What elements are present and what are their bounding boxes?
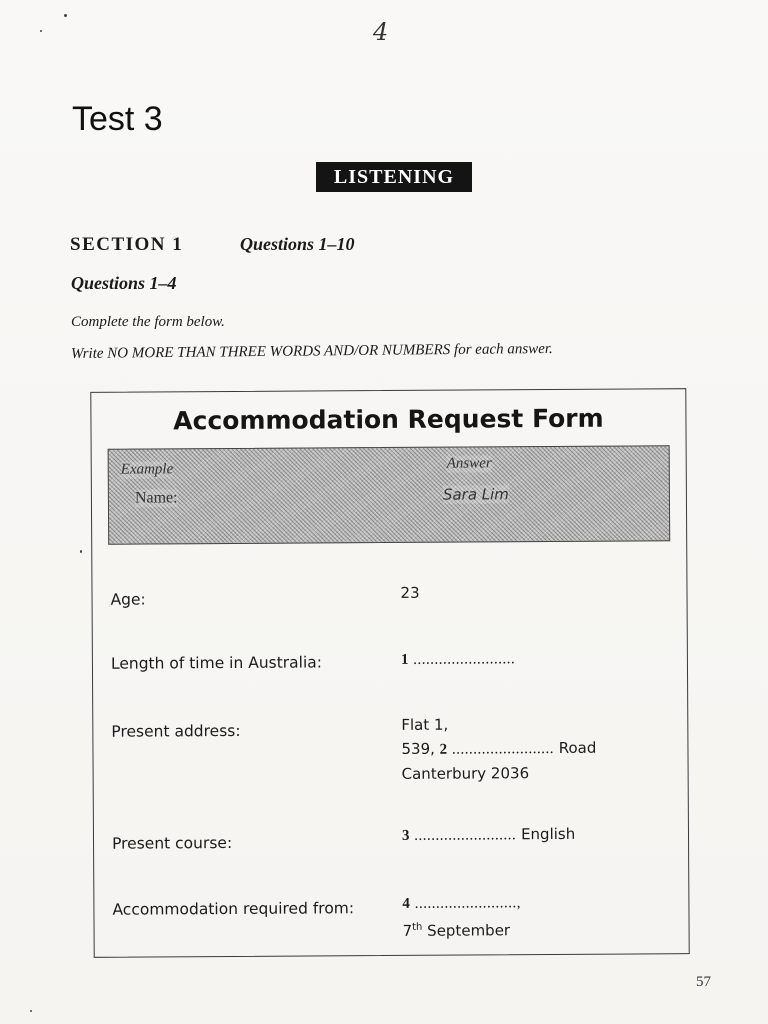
present-course-label: Present course: — [111, 833, 233, 853]
instruction-caps: NO MORE THAN THREE WORDS AND/OR NUMBERS — [107, 342, 451, 362]
accommodation-required-label: Accommodation required from: — [112, 899, 355, 919]
test-title: Test 3 — [72, 100, 163, 138]
accommodation-form — [90, 388, 689, 958]
example-field-value: Sara Lim — [442, 485, 509, 504]
course-suffix: English — [516, 824, 576, 844]
question-4-blank[interactable]: ........................, — [414, 895, 521, 912]
answer-label: Answer — [446, 455, 492, 472]
address-number: 539, — [401, 739, 440, 758]
present-address-value — [401, 712, 596, 786]
address-line-1: Flat 1, — [401, 715, 449, 734]
address-line-2[interactable] — [401, 736, 596, 762]
example-label: Example — [120, 461, 174, 478]
question-3-answer[interactable] — [402, 822, 575, 848]
question-1-answer[interactable] — [401, 646, 515, 672]
instruction-suffix: for each answer. — [450, 340, 553, 359]
question-1-blank[interactable]: ........................ — [413, 651, 516, 668]
section-label: SECTION 1 — [70, 234, 184, 255]
scan-speck — [40, 30, 42, 32]
age-label: Age: — [110, 590, 146, 609]
question-4-line[interactable] — [402, 890, 521, 916]
example-panel — [108, 445, 671, 544]
question-4-number: 4 — [402, 895, 410, 912]
present-address-label: Present address: — [111, 721, 241, 741]
instruction-prefix: Write — [70, 345, 108, 362]
question-1-number: 1 — [400, 651, 409, 668]
address-road: Road — [553, 738, 597, 757]
question-4-answer[interactable] — [402, 890, 521, 943]
handwritten-page-number: 4 — [373, 18, 389, 46]
question-2-number: 2 — [439, 741, 448, 758]
example-field-label: Name: — [134, 489, 178, 507]
date-month: September — [422, 921, 511, 940]
sub-questions-heading: Questions 1–4 — [71, 273, 177, 293]
scan-speck — [80, 550, 82, 553]
age-value: 23 — [400, 583, 420, 602]
question-2-blank[interactable]: ........................ — [451, 741, 554, 758]
scan-speck — [30, 1010, 32, 1012]
listening-badge: LISTENING — [316, 162, 472, 192]
section-questions: Questions 1–10 — [240, 234, 355, 254]
date-line — [402, 915, 521, 943]
scan-speck — [64, 14, 67, 17]
instruction-complete-form: Complete the form below. — [71, 314, 225, 330]
date-day: 7 — [402, 921, 413, 940]
date-ordinal: th — [412, 921, 423, 933]
length-of-time-label: Length of time in Australia: — [110, 653, 323, 673]
address-line-3: Canterbury 2036 — [401, 764, 530, 783]
form-title: Accommodation Request Form — [173, 403, 604, 436]
question-3-blank[interactable]: ........................ — [414, 827, 517, 844]
printed-page-number: 57 — [696, 974, 711, 990]
question-3-number: 3 — [401, 827, 410, 844]
